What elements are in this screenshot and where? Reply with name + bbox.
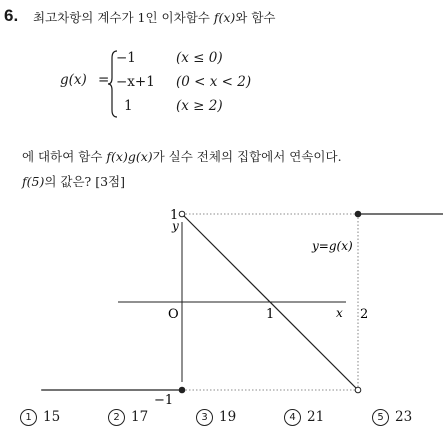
open-point-marker	[355, 387, 361, 393]
curve-label: y=g(x)	[312, 239, 353, 253]
case-expression: −1	[116, 50, 136, 66]
question-text: 최고차항의 계수가 1인 이차함수	[33, 10, 210, 25]
question-text: 가 실수 전체의 집합에서 연속이다.	[152, 149, 342, 164]
y-tick-label: −1	[154, 393, 174, 408]
choice-1[interactable]	[20, 409, 60, 426]
closed-point-marker	[355, 211, 361, 217]
case-expression: 1	[124, 98, 133, 114]
question-number: 6.	[4, 6, 19, 25]
choice-value: 17	[131, 409, 149, 425]
case-condition: (0 < x < 2)	[176, 74, 252, 90]
y-tick-label: 1	[170, 208, 179, 223]
x-axis-label: x	[336, 306, 343, 320]
choice-2[interactable]	[108, 409, 148, 426]
x-tick-label: 2	[360, 307, 369, 322]
choice-marker: 5	[372, 409, 389, 426]
case-condition: (x ≤ 0)	[176, 50, 223, 66]
choice-value: 19	[219, 409, 237, 425]
choice-marker: 1	[20, 409, 37, 426]
choice-4[interactable]	[284, 409, 324, 426]
answer-choices	[0, 409, 443, 431]
function-product: f(x)g(x)	[106, 149, 153, 164]
choice-value: 23	[395, 409, 413, 425]
choice-marker: 2	[108, 409, 125, 426]
equals-sign: =	[98, 72, 110, 88]
choice-marker: 4	[284, 409, 301, 426]
question-text: 의 값은? [3점]	[44, 174, 125, 189]
function-f: f(x)	[213, 10, 236, 25]
question-text: 와 함수	[235, 10, 276, 25]
case-condition: (x ≥ 2)	[176, 98, 223, 114]
y-axis-label: y	[172, 219, 179, 233]
case-expression: −x+1	[116, 74, 155, 90]
x-tick-label: 1	[266, 307, 275, 322]
origin-label: O	[168, 307, 179, 322]
open-point-marker	[179, 211, 185, 217]
function-f5: f(5)	[22, 174, 45, 189]
question-text: 에 대하여 함수	[22, 149, 103, 164]
closed-point-marker	[179, 387, 185, 393]
choice-5[interactable]	[372, 409, 412, 426]
choice-value: 15	[43, 409, 61, 425]
choice-marker: 3	[196, 409, 213, 426]
choice-value: 21	[307, 409, 325, 425]
choice-3[interactable]	[196, 409, 236, 426]
function-g-label: g(x)	[60, 72, 87, 88]
